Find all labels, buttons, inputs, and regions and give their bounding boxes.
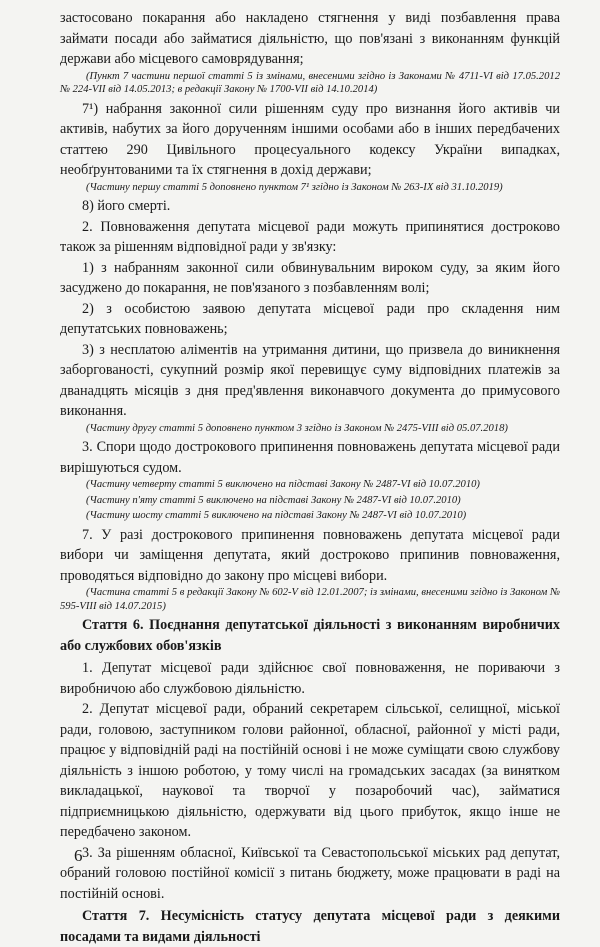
paragraph: 3) з несплатою аліментів на утримання дитини, що призвела до виникнення заборгованості, сукупний розмір якої перевищує суму відповідних платежів за дванадцять місяців з дня пред'явлення виконавчого документа до примусового виконання. [60, 341, 560, 419]
amendment-note: (Пункт 7 частини першої статті 5 із змінами, внесеними згідно із Законами № 4711-VI від 17.05.2012 № 224-VII від 14.05.2013; в редакції Закону № 1700-VII від 14.10.2014) [60, 70, 560, 95]
article-heading: Стаття 6. Поєднання депутатської діяльності з виконанням виробничих або службових обов'язків [60, 617, 560, 654]
amendment-note: (Частину п'яту статті 5 виключено на підставі Закону № 2487-VI від 10.07.2010) [86, 494, 461, 506]
paragraph: 2. Депутат місцевої ради, обраний секретарем сільської, селищної, міської ради, головою, заступником голови районної, обласної, районної у місті ради, працює у відповідній раді на постійній основі і не може суміщати свою службову діяльність з іншою роботою, у тому числі на громадських засадах (за винятком викладацької, наукової та творчої у позаробочий час), займатися підприємницькою діяльністю, одержувати від цього прибуток, якщо інше не передбачено законом. [60, 701, 560, 840]
amendment-note: (Частина статті 5 в редакції Закону № 602-V від 12.01.2007; із змінами, внесеними згідно із Законом № 595-VIII від 14.07.2015) [60, 587, 560, 612]
paragraph: 7. У разі дострокового припинення повноважень депутата місцевої ради вибори чи заміщення депутата, який достроково припинив повноваження, проводяться відповідно до закону про місцеві вибори. [60, 526, 560, 584]
paragraph: 1. Депутат місцевої ради здійснює свої повноваження, не пориваючи з виробничою або службовою діяльністю. [60, 660, 560, 697]
paragraph: 2. Повноваження депутата місцевої ради можуть припинятися достроково також за рішенням відповідної ради у зв'язку: [60, 218, 560, 255]
article-heading: Стаття 7. Несумісність статусу депутата місцевої ради з деякими посадами та видами діяльності [60, 908, 560, 945]
paragraph: 7¹) набрання законної сили рішенням суду про визнання його активів чи активів, набутих за його дорученням іншими особами або в інших передбачених статтею 290 Цивільного процесуального кодексу України випадках, необґрунтованими та їх стягнення в дохід держави; [60, 100, 560, 178]
amendment-note: (Частину четверту статті 5 виключено на підставі Закону № 2487-VI від 10.07.2010) [86, 479, 480, 490]
paragraph: 1) з набранням законної сили обвинувальним вироком суду, за яким його засуджено до покарання, не пов'язаного з позбавленням волі; [60, 259, 560, 296]
paragraph: застосовано покарання або накладено стягнення у виді позбавлення права займати посади або займатися діяльністю, що пов'язані з виконанням функцій держави або місцевого самоврядування; [60, 10, 560, 67]
paragraph: 3. Спори щодо дострокового припинення повноважень депутата місцевої ради вирішуються судом. [60, 439, 560, 476]
document-body [60, 8, 560, 947]
paragraph: 2) з особистою заявою депутата місцевої ради про складення ним депутатських повноважень; [60, 300, 560, 337]
amendment-note: (Частину другу статті 5 доповнено пунктом 3 згідно із Законом № 2475-VIII від 05.07.2018) [86, 422, 508, 434]
amendment-note: (Частину шосту статті 5 виключено на підставі Закону № 2487-VI від 10.07.2010) [86, 510, 467, 521]
amendment-note: (Частину першу статті 5 доповнено пунктом 7¹ згідно із Законом № 263-IX від 31.10.2019) [86, 181, 503, 193]
paragraph: 8) його смерті. [82, 198, 171, 214]
paragraph: 3. За рішенням обласної, Київської та Севастопольської міських рад депутат, обраний головою постійної комісії з питань бюджету, може працювати в раді на постійній основі. [60, 844, 560, 902]
page-number: 6 [74, 846, 83, 865]
